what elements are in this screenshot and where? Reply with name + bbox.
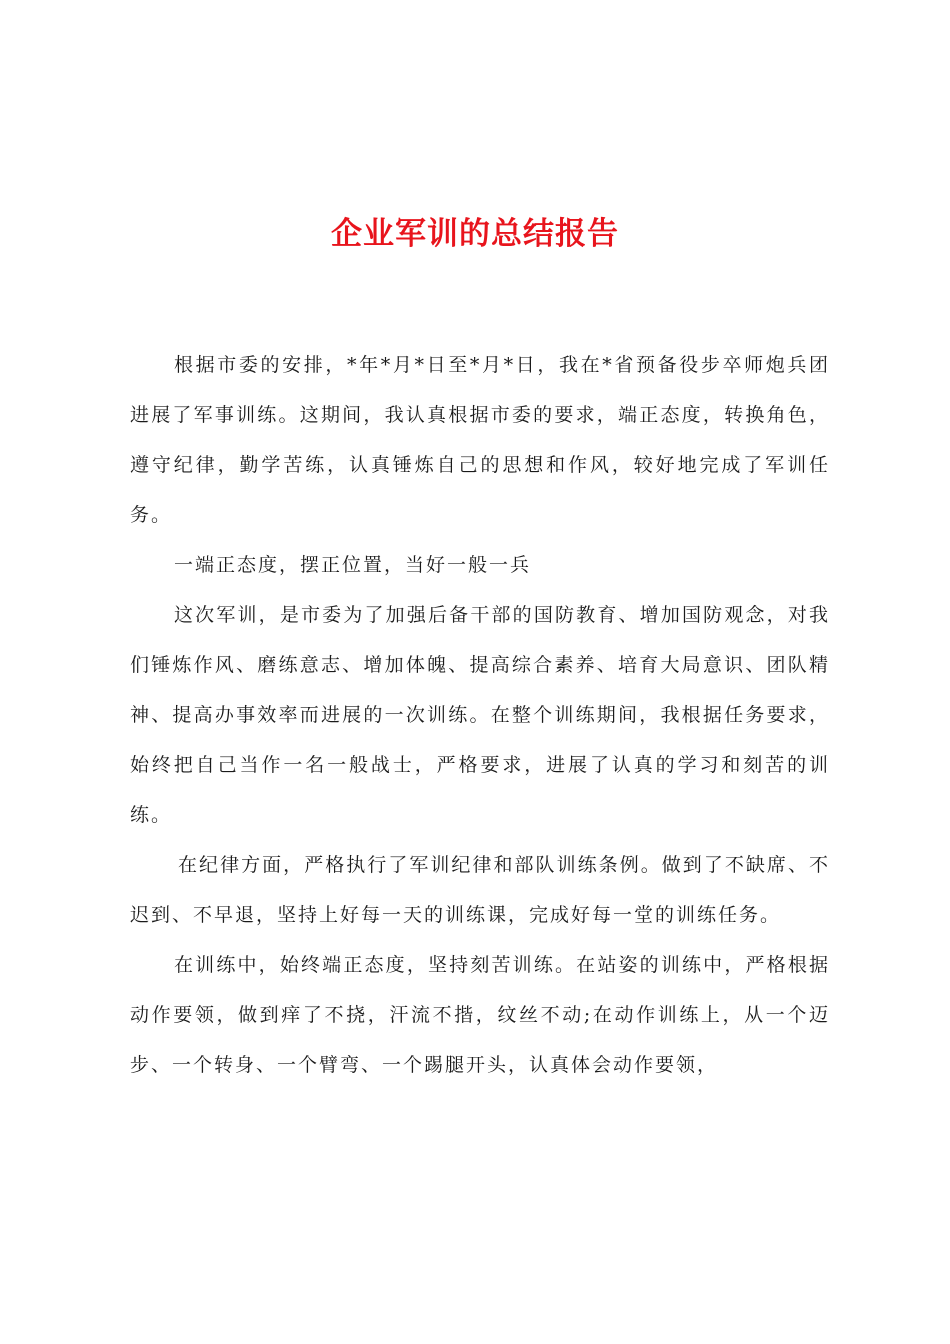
document-title: 企业军训的总结报告	[331, 216, 619, 252]
section-heading: 一端正态度，摆正位置，当好一般一兵	[174, 554, 532, 576]
document-body	[130, 340, 830, 1090]
paragraph-discipline: 在纪律方面，严格执行了军训纪律和部队训练条例。做到了不缺席、不迟到、不早退，坚持上好每一天的训练课，完成好每一堂的训练任务。	[130, 854, 830, 926]
paragraph-purpose: 这次军训，是市委为了加强后备干部的国防教育、增加国防观念，对我们锤炼作风、磨练意志、增加体魄、提高综合素养、培育大局意识、团队精神、提高办事效率而进展的一次训练。在整个训练期间，我根据任务要求，始终把自己当作一名一般战士，严格要求，进展了认真的学习和刻苦的训练。	[130, 604, 830, 826]
paragraph-training: 在训练中，始终端正态度，坚持刻苦训练。在站姿的训练中，严格根据动作要领，做到痒了不挠，汗流不揩，纹丝不动;在动作训练上，从一个迈步、一个转身、一个臂弯、一个踢腿开头，认真体会动作要领，	[130, 954, 830, 1076]
paragraph-intro: 根据市委的安排，*年*月*日至*月*日，我在*省预备役步卒师炮兵团进展了军事训练。这期间，我认真根据市委的要求，端正态度，转换角色，遵守纪律，勤学苦练，认真锤炼自己的思想和作风，较好地完成了军训任务。	[130, 354, 830, 526]
